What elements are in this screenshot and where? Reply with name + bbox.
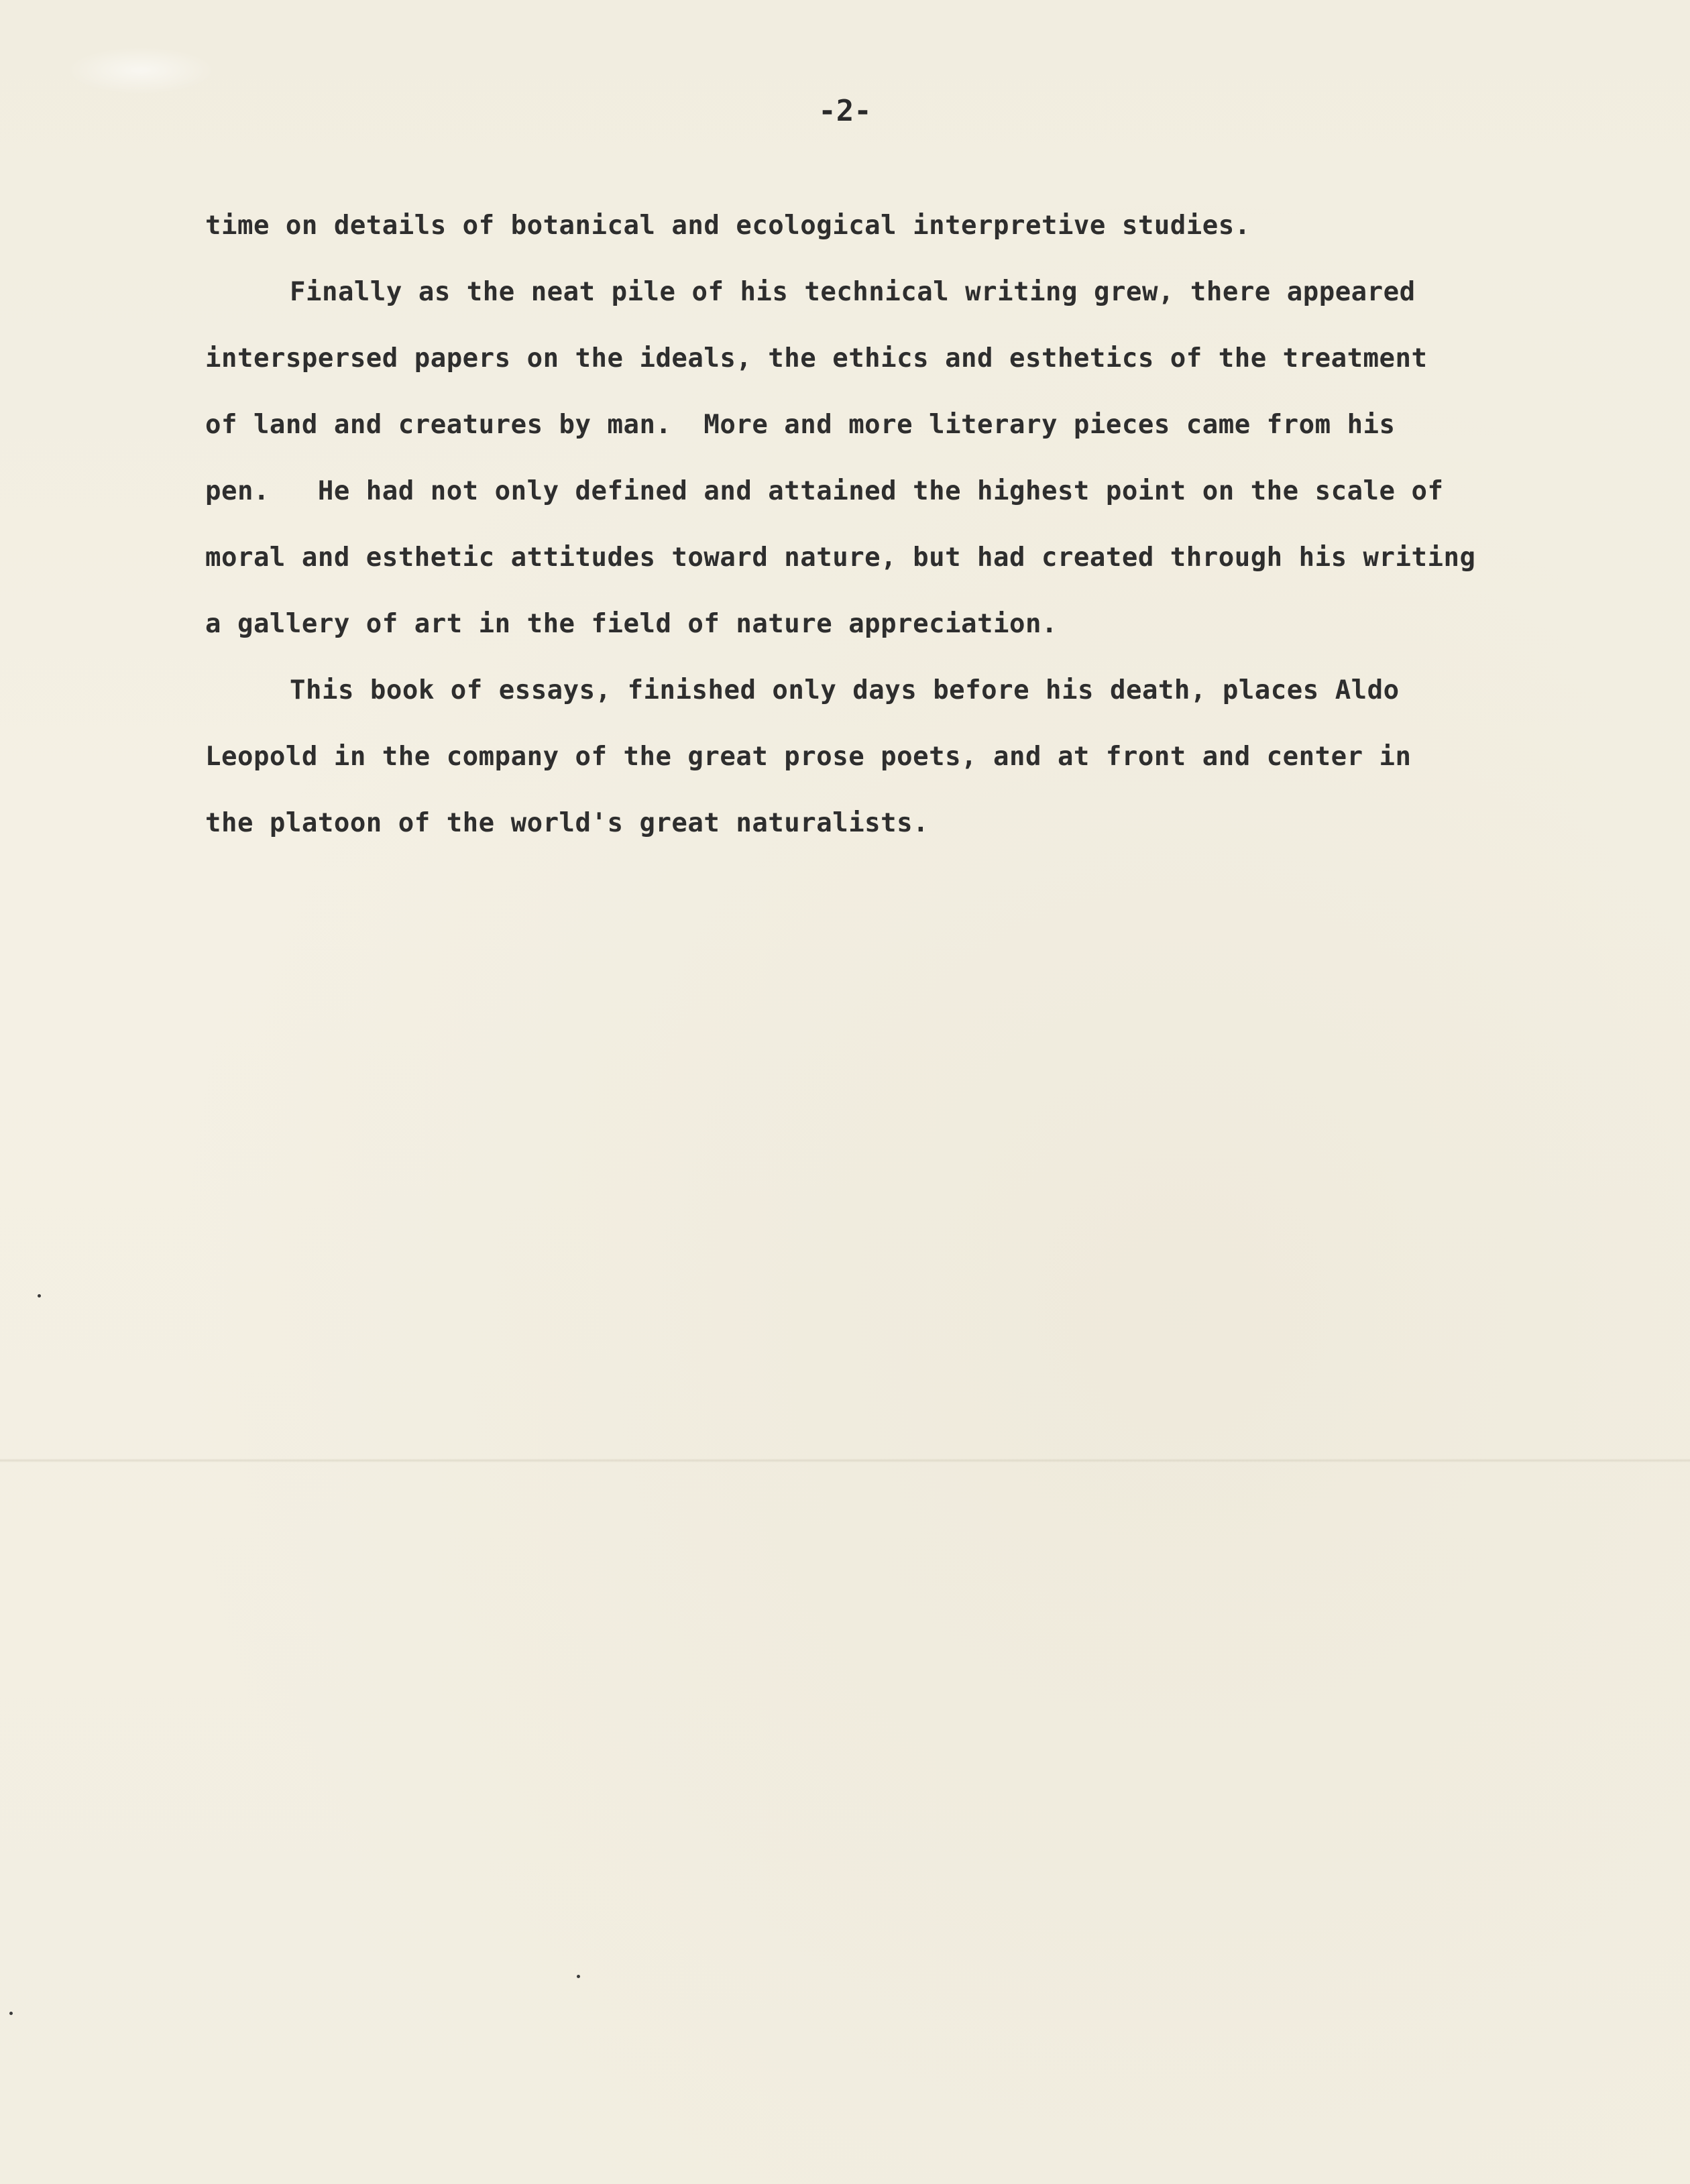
text-line: moral and esthetic attitudes toward nature, but had created through his writing <box>205 542 1476 573</box>
page-number: -2- <box>818 94 872 128</box>
text-line: the platoon of the world's great naturalists. <box>205 808 929 838</box>
paper-fold-line <box>0 1458 1690 1462</box>
text-line: Leopold in the company of the great prose poets, and at front and center in <box>205 742 1412 772</box>
text-line: a gallery of art in the field of nature appreciation. <box>205 609 1058 639</box>
paper-speck <box>38 1294 41 1298</box>
text-line: of land and creatures by man. More and more literary pieces came from his <box>205 410 1396 440</box>
paper-speck <box>577 1975 580 1978</box>
text-line: pen. He had not only defined and attained the highest point on the scale of <box>205 476 1444 506</box>
paper-speck <box>9 2012 13 2015</box>
text-line: Finally as the neat pile of his technical writing grew, there appeared <box>290 277 1416 307</box>
text-line: time on details of botanical and ecological interpretive studies. <box>205 211 1251 241</box>
text-line: interspersed papers on the ideals, the ethics and esthetics of the treatment <box>205 343 1428 373</box>
paper-blemish <box>67 47 215 94</box>
typed-body-text <box>205 192 1546 856</box>
text-line: This book of essays, finished only days before his death, places Aldo <box>290 675 1400 705</box>
